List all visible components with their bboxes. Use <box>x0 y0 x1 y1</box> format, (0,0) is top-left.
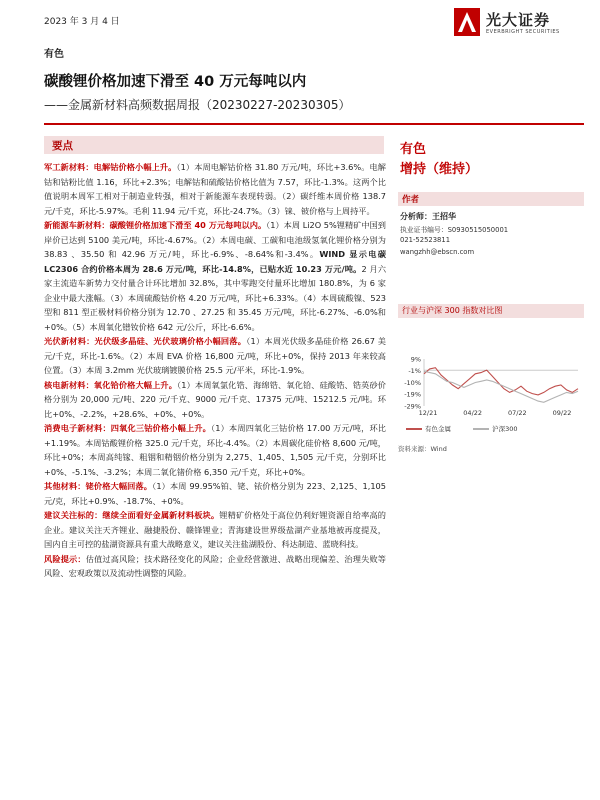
sidebar-category: 有色 <box>400 142 427 157</box>
para-text: 2 月六家主流造车新势力交付量合计环比增加 32.8%，其中零跑交付量环比增加 180.8%，为 6 家企业中最大涨幅。（3）本周硫酸钴价格 4.20 万元/吨，环比+6.33%。（4）本周硫酸镍、523 型和 811 型正极材料价格分别为 12.70 、27.25 和 35.45 万元/吨，环比-6.27%、-6.0%和+0%。（5）本周氧化镨钕价格 642 元/公斤，环比-6.6%。 <box>44 263 387 332</box>
para-text: （1）本周光伏级多晶硅价格 26.67 美元/千克，环比-1.6%。（2）本周 EVA 价格 16,800 元/吨，环比+0%，保持 2013 年来较高位置。（3）本周 3.2mm 光伏玻璃镀膜价格 25.5 元/平米，环比-1.9%。 <box>44 336 386 375</box>
legend-label-index: 沪深300 <box>492 425 518 433</box>
x-tick-label: 04/22 <box>463 409 483 417</box>
summary-heading-bar <box>44 136 384 154</box>
industry-category: 有色 <box>44 49 64 60</box>
logo-text: 光大证券 <box>486 11 551 29</box>
para-label: 新能源车新材料：碳酸锂价格加速下滑至 40 万元每吨以内。 <box>44 220 267 230</box>
author-heading: 作者 <box>402 195 420 205</box>
para-text: 估值过高风险；技术路径变化的风险；企业经营激进、战略出现偏差、治理失败等风险、宏观政策以及流动性调整的风险。 <box>44 553 386 578</box>
summary-heading: 要点 <box>52 140 73 152</box>
para-military <box>44 160 386 218</box>
para-nuclear <box>44 378 386 422</box>
para-text: （1）本周电解钴价格 31.80 万元/吨，环比+3.6%。电解钴和钴粉比值 1.16，环比+2.3%；电解钴和硫酸钴价格比值为 7.57，环比-1.3%。这两个比值说明本周军工相对于制造业转强，相对于新能源车表现转弱。（2）碳纤维本周价格 138.7 元/千克，环比-5.97%。毛利 11.94 元/千克，环比-24.7%。（3）铼、铍价格与上周持平。 <box>44 162 386 216</box>
summary-body <box>44 160 386 581</box>
para-label: 风险提示： <box>44 553 86 564</box>
chart-source: 资料来源：Wind <box>398 445 447 453</box>
legend-line-sector <box>406 428 422 430</box>
para-new-energy <box>44 218 386 334</box>
para-text: （1）本周四氧化三钴价格 17.00 万元/吨，环比+1.19%。本周钴酸锂价格 325.0 元/千克，环比-4.4%。（2）本周碳化硅价格 8,600 元/吨，环比+0%；本周高纯镓、粗铟和精铟价格分别为 2,275、1,405、1,505 元/千克，分别环比+0%、-5.1%、-3.2%；本周二氧化锗价格 6,350 元/千克，环比+0%。 <box>44 423 386 477</box>
logo-subtext: EVERBRIGHT SECURITIES <box>486 29 560 35</box>
para-label: 建议关注标的：继续全面看好金属新材料板块。 <box>44 510 220 520</box>
legend-line-index <box>473 428 489 430</box>
analyst-label: 分析师： <box>400 212 432 221</box>
y-tick-label: 9% <box>410 355 421 364</box>
para-pv <box>44 334 386 378</box>
phone: 021-52523811 <box>400 236 451 244</box>
para-text: （1）本周 Li2O 5%锂精矿中国到岸价已达到 5100 美元/吨，环比-4.67%。（2）本周电碳、工碳和电池级氢氧化锂价格分别为 38.83 、35.50 和 42.96 万元/吨，环比-6.9%、-8.64%和-3.4%。 <box>44 220 386 259</box>
para-risk <box>44 552 386 581</box>
para-consumer <box>44 421 386 479</box>
y-tick-label: -10% <box>404 378 421 387</box>
y-tick-label: -19% <box>404 390 421 399</box>
analyst <box>400 211 456 222</box>
para-bold-text: WIND 显示电碳 LC2306 合约价格本周为 28.6 万元/吨，环比-14.8%，已贴水近 10.23 万元/吨。 <box>44 249 386 274</box>
author-heading-bar <box>398 192 584 206</box>
legend-label-sector: 有色金属 <box>425 425 451 433</box>
everbright-logo-icon <box>452 6 482 38</box>
email: wangzhh@ebscn.com <box>400 248 475 256</box>
header-divider <box>44 123 584 125</box>
para-text: （1）本周氧氯化锆、海绵锆、氧化铪、硅酸锆、锆英砂价格分别为 20,000 元/吨、220 元/千克、9000 元/千克、17375 元/吨、15212.5 元/吨。环比+0%、-2.2%，+28.6%、+0%、+0%。 <box>44 379 386 419</box>
para-label: 核电新材料：氧化铪价格大幅上升。 <box>44 379 178 390</box>
rating: 增持（维持） <box>400 162 479 177</box>
x-tick-label: 12/21 <box>418 409 438 417</box>
y-tick-label: -1% <box>408 367 421 376</box>
x-tick-label: 09/22 <box>552 409 572 417</box>
para-label: 消费电子新材料：四氧化三钴价格小幅上升。 <box>44 423 212 433</box>
para-label: 军工新材料：电解钴价格小幅上升。 <box>44 162 177 172</box>
report-subtitle: ——金属新材料高频数据周报（20230227-20230305） <box>44 98 351 112</box>
para-text: （1）本周 99.95%铂、铑、铱价格分别为 223、2,125、1,105 元/克，环比+0.9%、-18.7%、+0%。 <box>44 481 386 506</box>
report-title: 碳酸锂价格加速下滑至 40 万元每吨以内 <box>44 74 307 90</box>
chart-legend <box>406 424 518 433</box>
para-text: 锂精矿价格处于高位仍利好锂资源自给率高的企业。建议关注天齐锂业、融捷股份、赣锋锂业；青海建设世界级盐湖产业基地被再度提及，国内自主可控的盐湖资源具有重大战略意义，建议关注盐湖股份、科达制造、蓝晓科技。 <box>44 510 386 549</box>
x-tick-label: 07/22 <box>507 409 527 417</box>
para-label: 光伏新材料：光伏级多晶硅、光伏玻璃价格小幅回落。 <box>44 336 247 346</box>
report-date: 2023 年 3 月 4 日 <box>44 17 120 27</box>
license-number: 执业证书编号：S0930515050001 <box>400 226 509 234</box>
logo <box>452 6 582 40</box>
chart-heading-bar <box>398 304 584 318</box>
para-advice <box>44 508 386 552</box>
chart-heading: 行业与沪深 300 指数对比图 <box>402 306 503 315</box>
para-label: 其他材料：铑价格大幅回落。 <box>44 481 153 491</box>
y-tick-label: -29% <box>404 402 421 411</box>
analyst-name: 王招华 <box>432 212 456 221</box>
para-other <box>44 479 386 508</box>
